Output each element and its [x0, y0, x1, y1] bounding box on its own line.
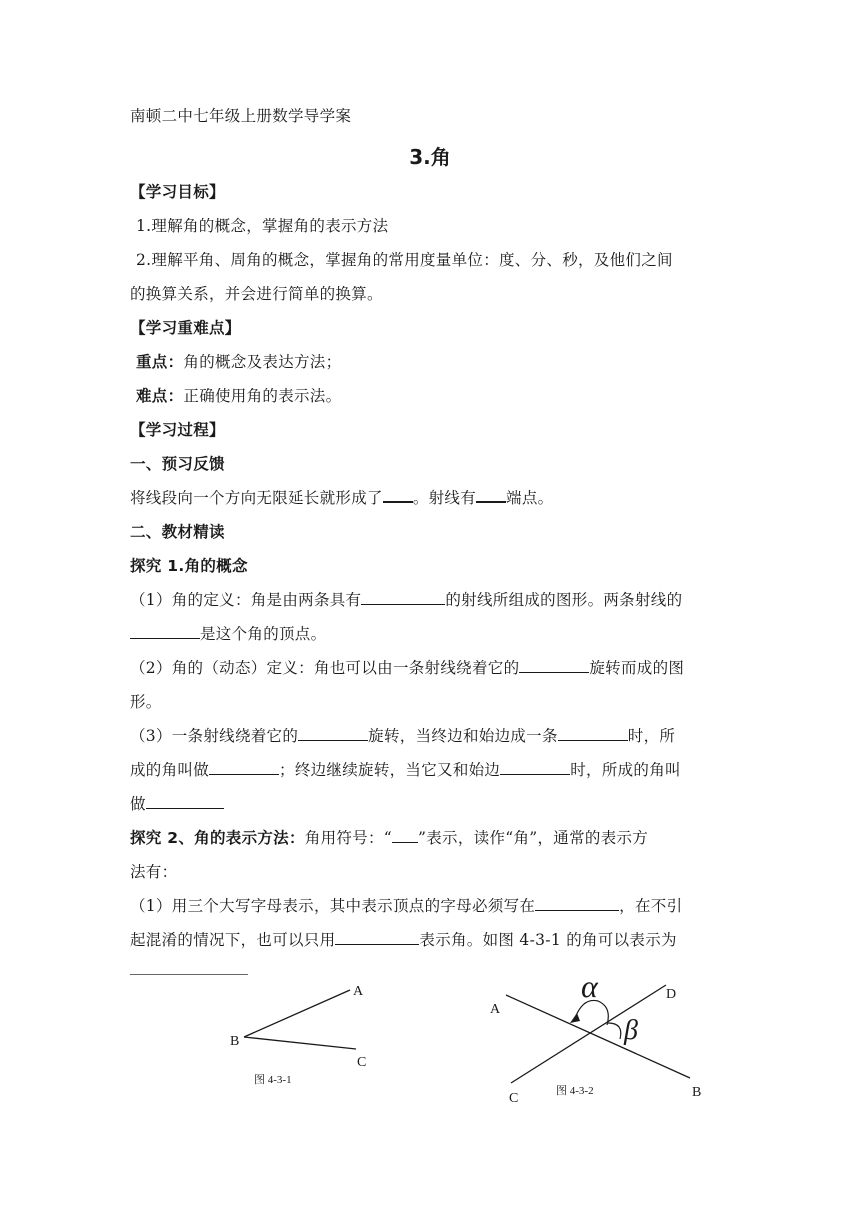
p1-line1: （1）角的定义：角是由两条具有 的射线所组成的图形。两条射线的: [130, 591, 683, 609]
explore1-heading: 探究 1.角的概念: [130, 557, 248, 575]
p3-line3: 做: [130, 792, 224, 814]
key-point: [136, 350, 341, 372]
figure-caption: 图 4-3-2: [556, 1085, 594, 1097]
goal-item-2-line2: 的换算关系，并会进行简单的换算。: [130, 285, 383, 303]
fill-blank[interactable]: [519, 658, 589, 673]
hard-point-label: 难点：: [136, 387, 184, 405]
fill-blank[interactable]: [500, 760, 570, 775]
fill-blank[interactable]: [383, 487, 413, 503]
goals-heading: 【学习目标】: [130, 183, 225, 201]
goal-item-1: 1.理解角的概念，掌握角的表示方法: [136, 217, 389, 235]
fill-blank[interactable]: [335, 930, 419, 945]
hard-point: [136, 384, 341, 406]
explore2-heading: 探究 2、角的表示方法：: [130, 829, 305, 847]
p2-line1: （2）角的（动态）定义：角也可以由一条射线绕着它的 旋转而成的图: [130, 659, 685, 677]
fill-blank[interactable]: [130, 960, 248, 975]
section2-heading: 二、教材精读: [130, 523, 225, 541]
explore2-line1: 探究 2、角的表示方法：角用符号：“ ”表示，读作“角”，通常的表示方: [130, 829, 649, 847]
q1-line2: 起混淆的情况下，也可以只用 表示角。如图 4-3-1 的角可以表示为: [130, 931, 677, 949]
alpha-symbol: α: [581, 968, 598, 1004]
p2-line2: 形。: [130, 693, 162, 711]
ray-bc: [244, 1037, 356, 1049]
p1-line2: 是这个角的顶点。: [130, 622, 326, 644]
fill-blank[interactable]: [298, 726, 368, 741]
figure-4-3-1: [220, 975, 390, 1090]
label-c: C: [357, 1055, 367, 1070]
label-c: C: [509, 1091, 519, 1106]
beta-arc: [608, 1023, 621, 1039]
document-header: 南顿二中七年级上册数学导学案: [130, 107, 352, 125]
figure-4-3-2: [480, 965, 720, 1110]
label-a: A: [353, 984, 364, 999]
lesson-title: 3.角: [409, 145, 451, 169]
key-point-label: 重点：: [136, 353, 184, 371]
line-ab: [506, 995, 690, 1078]
label-b: B: [230, 1034, 240, 1049]
keypoints-heading: 【学习重难点】: [130, 319, 241, 337]
p3-line1: （3）一条射线绕着它的 旋转，当终边和始边成一条 时，所: [130, 727, 676, 745]
fill-blank[interactable]: [209, 760, 279, 775]
fill-blank[interactable]: [392, 828, 418, 843]
goal-item-2-line1: 2.理解平角、周角的概念，掌握角的常用度量单位：度、分、秒，及他们之间: [136, 251, 673, 269]
fill-blank[interactable]: [535, 896, 619, 911]
process-heading: 【学习过程】: [130, 421, 225, 439]
fill-blank[interactable]: [558, 726, 628, 741]
label-d: D: [666, 987, 677, 1002]
q1-line1: （1）用三个大写字母表示，其中表示顶点的字母必须写在 ，在不引: [130, 897, 683, 915]
explore2-line2: 法有：: [130, 863, 178, 881]
fill-blank[interactable]: [361, 590, 445, 605]
alpha-arc: [574, 1000, 608, 1025]
ray-ba: [244, 990, 350, 1037]
figure-caption: 图 4-3-1: [254, 1074, 292, 1086]
p3-line2: 成的角叫做 ；终边继续旋转，当它又和始边 时，所成的角叫: [130, 761, 681, 779]
hard-point-text: 正确使用角的表示法。: [183, 387, 342, 405]
alpha-arrowhead: [570, 1013, 580, 1023]
section1-heading: 一、预习反馈: [130, 455, 225, 473]
label-b: B: [692, 1085, 702, 1100]
beta-symbol: β: [624, 1015, 638, 1046]
label-a: A: [490, 1002, 501, 1017]
fill-blank[interactable]: [476, 487, 506, 503]
section1-text: 将线段向一个方向无限延长就形成了 。射线有 端点。: [130, 489, 554, 507]
key-point-text: 角的概念及表达方法；: [183, 353, 342, 371]
fill-blank[interactable]: [146, 794, 224, 809]
fill-blank[interactable]: [130, 624, 200, 639]
